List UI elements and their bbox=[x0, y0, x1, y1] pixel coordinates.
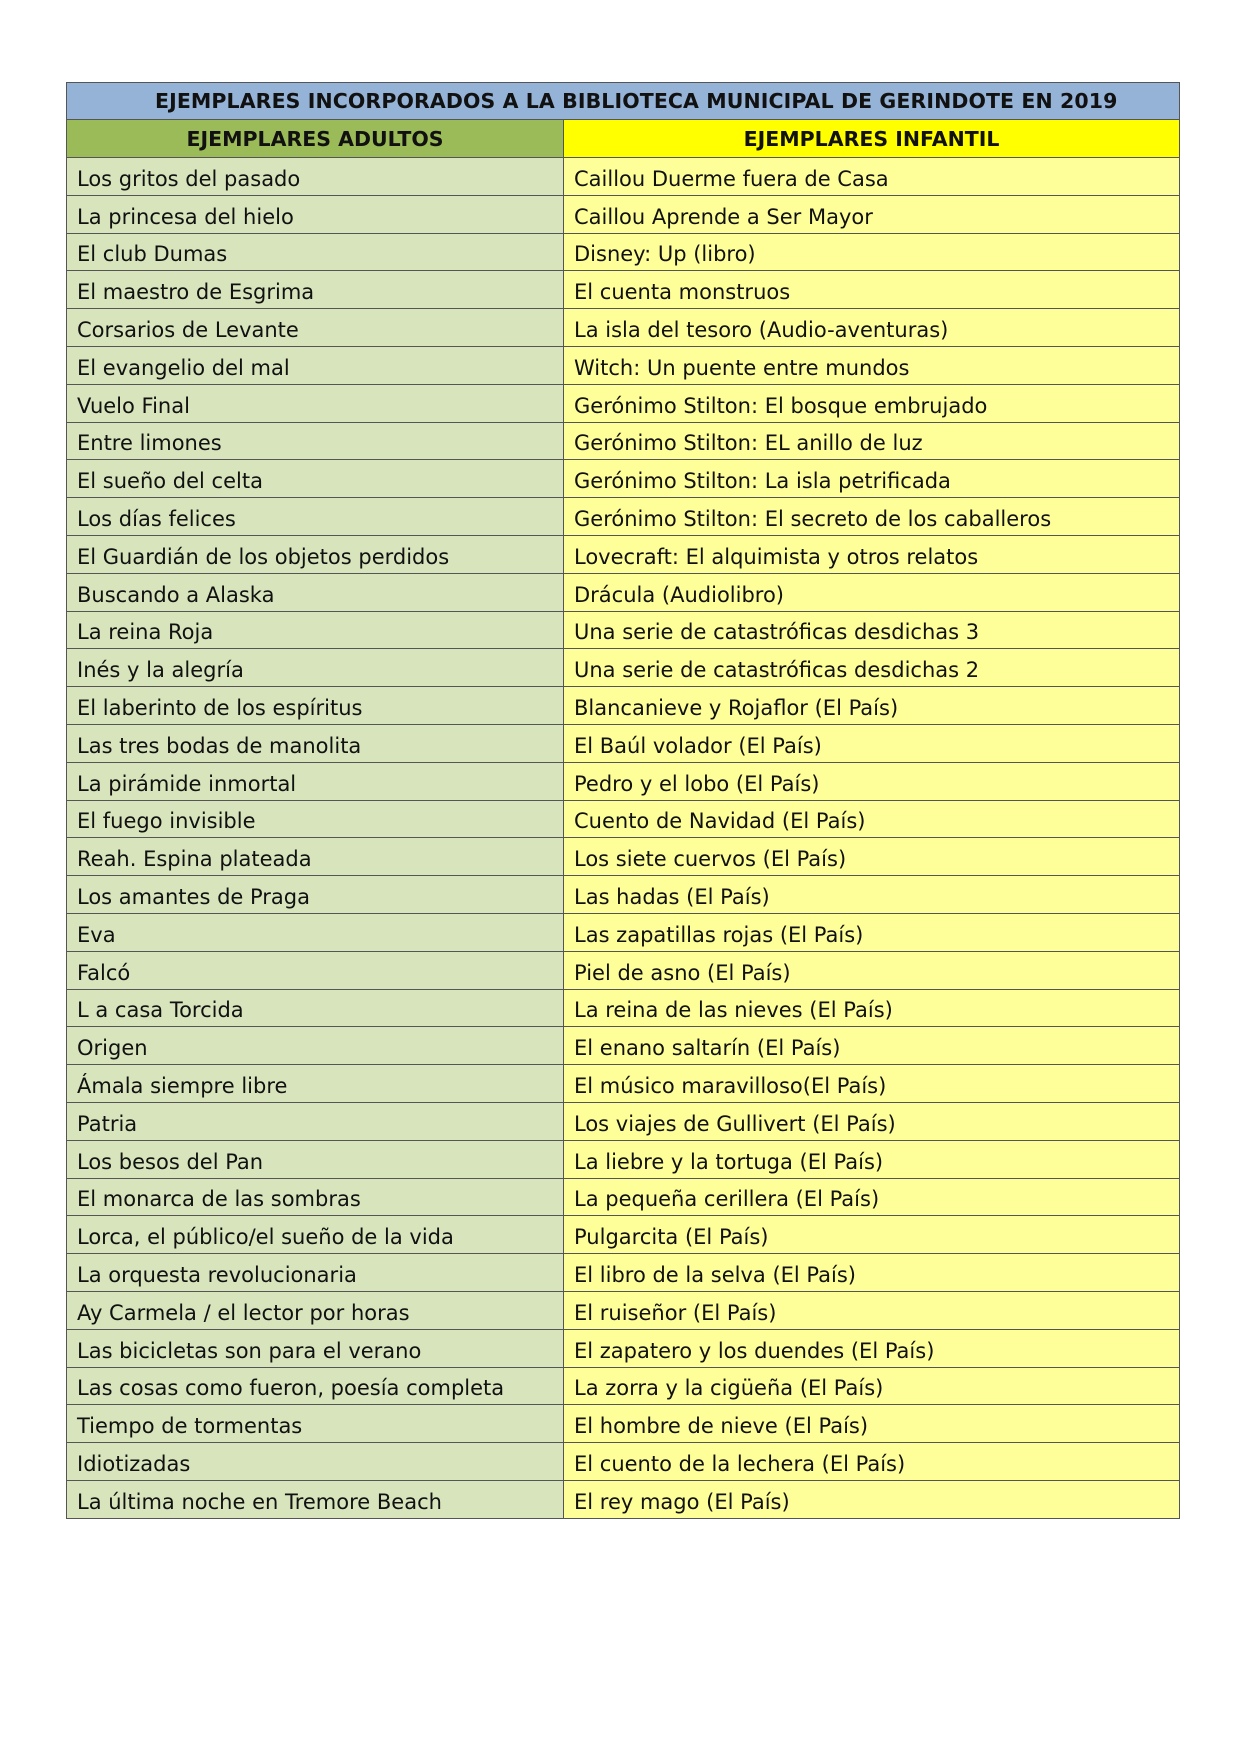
table-row bbox=[67, 460, 1180, 498]
table-row bbox=[67, 800, 1180, 838]
adult-book-cell: La última noche en Tremore Beach bbox=[67, 1480, 564, 1518]
books-table bbox=[66, 82, 1180, 1519]
table-row bbox=[67, 762, 1180, 800]
child-book-cell: Caillou Duerme fuera de Casa bbox=[564, 158, 1180, 196]
title-row bbox=[67, 83, 1180, 120]
child-book-cell: Una serie de catastróficas desdichas 2 bbox=[564, 649, 1180, 687]
table-row bbox=[67, 1027, 1180, 1065]
adult-book-cell: Los gritos del pasado bbox=[67, 158, 564, 196]
child-book-cell: El Baúl volador (El País) bbox=[564, 724, 1180, 762]
child-book-cell: Witch: Un puente entre mundos bbox=[564, 346, 1180, 384]
table-row bbox=[67, 1405, 1180, 1443]
adult-book-cell: Eva bbox=[67, 913, 564, 951]
table-row bbox=[67, 1178, 1180, 1216]
child-book-cell: El enano saltarín (El País) bbox=[564, 1027, 1180, 1065]
child-book-cell: La liebre y la tortuga (El País) bbox=[564, 1140, 1180, 1178]
child-book-cell: El hombre de nieve (El País) bbox=[564, 1405, 1180, 1443]
adult-book-cell: Falcó bbox=[67, 951, 564, 989]
adult-book-cell: El sueño del celta bbox=[67, 460, 564, 498]
table-row bbox=[67, 611, 1180, 649]
table-row bbox=[67, 687, 1180, 725]
table-row bbox=[67, 1065, 1180, 1103]
adult-book-cell: Entre limones bbox=[67, 422, 564, 460]
adult-book-cell: La princesa del hielo bbox=[67, 195, 564, 233]
adult-book-cell: Inés y la alegría bbox=[67, 649, 564, 687]
table-row bbox=[67, 535, 1180, 573]
child-book-cell: El cuento de la lechera (El País) bbox=[564, 1443, 1180, 1481]
table-row bbox=[67, 1254, 1180, 1292]
adult-book-cell: Buscando a Alaska bbox=[67, 573, 564, 611]
header-infantil: EJEMPLARES INFANTIL bbox=[564, 120, 1180, 158]
adult-book-cell: La orquesta revolucionaria bbox=[67, 1254, 564, 1292]
adult-book-cell: Las tres bodas de manolita bbox=[67, 724, 564, 762]
adult-book-cell: El club Dumas bbox=[67, 233, 564, 271]
table-row bbox=[67, 1216, 1180, 1254]
table-row bbox=[67, 384, 1180, 422]
child-book-cell: Las hadas (El País) bbox=[564, 876, 1180, 914]
table-row bbox=[67, 309, 1180, 347]
child-book-cell: La isla del tesoro (Audio-aventuras) bbox=[564, 309, 1180, 347]
child-book-cell: Blancanieve y Rojaflor (El País) bbox=[564, 687, 1180, 725]
child-book-cell: Pulgarcita (El País) bbox=[564, 1216, 1180, 1254]
child-book-cell: La reina de las nieves (El País) bbox=[564, 989, 1180, 1027]
adult-book-cell: El laberinto de los espíritus bbox=[67, 687, 564, 725]
adult-book-cell: Vuelo Final bbox=[67, 384, 564, 422]
table-row bbox=[67, 1291, 1180, 1329]
child-book-cell: Caillou Aprende a Ser Mayor bbox=[564, 195, 1180, 233]
table-row bbox=[67, 1102, 1180, 1140]
header-adultos: EJEMPLARES ADULTOS bbox=[67, 120, 564, 158]
child-book-cell: Piel de asno (El País) bbox=[564, 951, 1180, 989]
adult-book-cell: Corsarios de Levante bbox=[67, 309, 564, 347]
child-book-cell: Cuento de Navidad (El País) bbox=[564, 800, 1180, 838]
adult-book-cell: L a casa Torcida bbox=[67, 989, 564, 1027]
table-row bbox=[67, 724, 1180, 762]
books-table-body bbox=[67, 83, 1180, 1519]
table-row bbox=[67, 1140, 1180, 1178]
adult-book-cell: Ámala siempre libre bbox=[67, 1065, 564, 1103]
child-book-cell: El cuenta monstruos bbox=[564, 271, 1180, 309]
child-book-cell: El rey mago (El País) bbox=[564, 1480, 1180, 1518]
table-row bbox=[67, 838, 1180, 876]
child-book-cell: Gerónimo Stilton: EL anillo de luz bbox=[564, 422, 1180, 460]
child-book-cell: Drácula (Audiolibro) bbox=[564, 573, 1180, 611]
child-book-cell: El ruiseñor (El País) bbox=[564, 1291, 1180, 1329]
table-row bbox=[67, 1329, 1180, 1367]
table-row bbox=[67, 271, 1180, 309]
adult-book-cell: El maestro de Esgrima bbox=[67, 271, 564, 309]
child-book-cell: El zapatero y los duendes (El País) bbox=[564, 1329, 1180, 1367]
adult-book-cell: Idiotizadas bbox=[67, 1443, 564, 1481]
header-row bbox=[67, 120, 1180, 158]
table-row bbox=[67, 913, 1180, 951]
table-row bbox=[67, 498, 1180, 536]
table-row bbox=[67, 1480, 1180, 1518]
child-book-cell: Gerónimo Stilton: El secreto de los caballeros bbox=[564, 498, 1180, 536]
child-book-cell: La pequeña cerillera (El País) bbox=[564, 1178, 1180, 1216]
table-row bbox=[67, 1443, 1180, 1481]
child-book-cell: El músico maravilloso(El País) bbox=[564, 1065, 1180, 1103]
adult-book-cell: Los amantes de Praga bbox=[67, 876, 564, 914]
adult-book-cell: Las cosas como fueron, poesía completa bbox=[67, 1367, 564, 1405]
adult-book-cell: Patria bbox=[67, 1102, 564, 1140]
adult-book-cell: Los días felices bbox=[67, 498, 564, 536]
adult-book-cell: La reina Roja bbox=[67, 611, 564, 649]
adult-book-cell: El evangelio del mal bbox=[67, 346, 564, 384]
adult-book-cell: Las bicicletas son para el verano bbox=[67, 1329, 564, 1367]
adult-book-cell: Origen bbox=[67, 1027, 564, 1065]
document-sheet bbox=[66, 82, 1179, 1519]
child-book-cell: Una serie de catastróficas desdichas 3 bbox=[564, 611, 1180, 649]
adult-book-cell: Tiempo de tormentas bbox=[67, 1405, 564, 1443]
adult-book-cell: El Guardián de los objetos perdidos bbox=[67, 535, 564, 573]
adult-book-cell: Los besos del Pan bbox=[67, 1140, 564, 1178]
table-row bbox=[67, 422, 1180, 460]
child-book-cell: Disney: Up (libro) bbox=[564, 233, 1180, 271]
child-book-cell: Gerónimo Stilton: La isla petrificada bbox=[564, 460, 1180, 498]
table-row bbox=[67, 195, 1180, 233]
adult-book-cell: El monarca de las sombras bbox=[67, 1178, 564, 1216]
table-row bbox=[67, 989, 1180, 1027]
adult-book-cell: El fuego invisible bbox=[67, 800, 564, 838]
child-book-cell: El libro de la selva (El País) bbox=[564, 1254, 1180, 1292]
table-title: EJEMPLARES INCORPORADOS A LA BIBLIOTECA MUNICIPAL DE GERINDOTE EN 2019 bbox=[67, 83, 1180, 120]
child-book-cell: Lovecraft: El alquimista y otros relatos bbox=[564, 535, 1180, 573]
table-row bbox=[67, 346, 1180, 384]
table-row bbox=[67, 649, 1180, 687]
table-row bbox=[67, 951, 1180, 989]
table-row bbox=[67, 573, 1180, 611]
child-book-cell: Pedro y el lobo (El País) bbox=[564, 762, 1180, 800]
child-book-cell: Las zapatillas rojas (El País) bbox=[564, 913, 1180, 951]
table-row bbox=[67, 876, 1180, 914]
adult-book-cell: La pirámide inmortal bbox=[67, 762, 564, 800]
table-row bbox=[67, 1367, 1180, 1405]
child-book-cell: La zorra y la cigüeña (El País) bbox=[564, 1367, 1180, 1405]
child-book-cell: Los siete cuervos (El País) bbox=[564, 838, 1180, 876]
adult-book-cell: Lorca, el público/el sueño de la vida bbox=[67, 1216, 564, 1254]
table-row bbox=[67, 158, 1180, 196]
adult-book-cell: Ay Carmela / el lector por horas bbox=[67, 1291, 564, 1329]
adult-book-cell: Reah. Espina plateada bbox=[67, 838, 564, 876]
table-row bbox=[67, 233, 1180, 271]
child-book-cell: Gerónimo Stilton: El bosque embrujado bbox=[564, 384, 1180, 422]
child-book-cell: Los viajes de Gullivert (El País) bbox=[564, 1102, 1180, 1140]
